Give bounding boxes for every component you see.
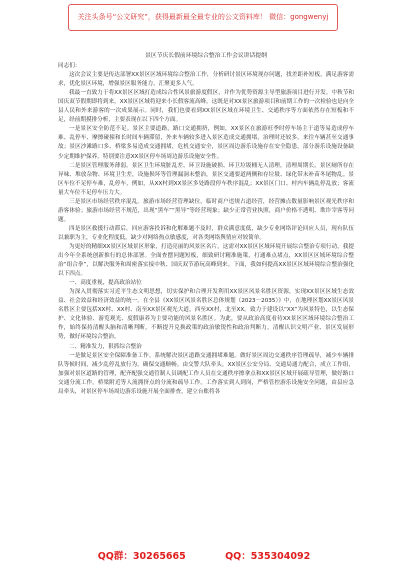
greeting: 同志们：: [58, 63, 81, 70]
section-heading: 二、精准发力，狠抓综合整治: [69, 343, 142, 350]
qq-contact: QQ：535304092: [225, 551, 311, 562]
paragraph: 为深入贯彻落实习近平生态文明思想，切实保护和合理开发利用XX景区风景名胜区资源，实现XX景区区域生态效益、社会效益和经济效益的统一。在全县《XX景区风景名胜区总体规划（2023－2035）》中，在地理区划XX景区风景名胜区主要包括XX村、XX村、南至XX景区观光大道，西至XX村，北至XX。致力于建设以“XX”为风景特色，以生态保护、文化体验、游览观光、度假康养为主要功能的风景名胜区。为此，要从政治高度看待XX景区区域环境综合整治工作，始终保持清醒头脑和清晰判断，不断提升兑换政策的政治敏锐性和政治判断力，清醒认识文明产业、景区发展形势，做好环境综合整治。: [58, 289, 354, 341]
qq-group: QQ群：30265665: [97, 551, 186, 562]
document-body: [58, 52, 354, 397]
contact-footer: [0, 548, 408, 562]
paragraph: 一是做足景区安全保障准备工作。系统解决景区道路交通拥堵难题。做好景区周边交通秩序管理疏导，减少车辆排队等候时间，减少乱停乱放行为，确保交通顺畅。由交警大队牵头，XX景区公安分局、交通局通力配合，成立工作组，加强对景区道路的管理，配齐配强交通管制人员调配工作人员在交通秩序擦拿点和XX景区区域开展疏导管理，做好路口交通分流工作，桥梁附近等人流拥挤点的分流和疏导工作。工作落实到人到岗，严格管控游乐设施安全问题，由县应急局牵头，对景区停车场周边游乐设施开展全面排查，建立台账将各: [58, 352, 354, 395]
paragraph: 四是景区救援行动滞后，回应游客投诉和化解难题不及时，群众满意度低，缺少专业网络评论回应人员，现有队伍以兼职为主，专业化程度低，缺少对网络热点敏感度，对各类网络舆情应对较简单。: [58, 225, 354, 241]
paragraph: 一是景区安全防范不足。景区主要道路，路口交通拥挤，例如，XX景区在旅游旺季时停车场主干道等易造成停车难、乱停车、摩擦碰撞和长时间车辆滞留，外来车辆较多进入景区造成交通拥堵，治理时还较多，来往车辆甚至交通事故；景区沙滩路口多、桥梁多易造成交通拥堵，危机交通安全，景区周边游乐设施存在安全隐患，部分游乐设施设备缺少定期维护保养，特别要注意XX景区停车场周边游乐设施安全性。: [58, 126, 354, 160]
paragraph: 为更好的精细XX景区区域景区形象，打造亮丽的风景区名片，这需对XX景区区域环境开展综合整治专项行动，我提出今年全系统创新推行的总体部署。全面查摆问题短板，细致研讨精准施策，打通难点堵点，XX景区区域环境综合整治“组合拳”，以解决服务和周密落实接中秋、国庆双节游玩高峰到来。下面，我如何提高XX景区区域环境综合整治强化以下四点。: [58, 243, 354, 278]
paragraph: 二是景区管理服务薄弱。景区卫生环境脏乱差、环卫设施破损、环卫垃圾桶无人清理，清理周期长，景区厕所存在异味、堆放杂物、环境卫生差，设施损坏等管理漏洞未整治，景区交通要道两侧和存垃圾、绿化带未补苗冬尾物乱。景区车位不足停车难，乱停车，例如，从XX村到XX景区多处路段停车秩序混乱；XX景区门口、村内车辆乱停乱放；客流量大车位不足停车压力大。: [58, 162, 354, 196]
promo-banner: [68, 4, 338, 31]
paragraph: 这次会议主要是传达部署XX景区区域环境综合整治工作，分析研讨景区环境现存问题，找差距补短板，满足游客需求，优化景区环境，增强景区服务能力，汇聚更多人气。: [58, 72, 354, 88]
section-heading: 一、高度重视，提高政治站位: [69, 280, 142, 287]
paragraph: 我最一直致力于将XX景区区域打造成综合性风景旅游度假区，并作为优势资源主导型旅游项目进行开发。中秋节和国庆双节假期即将到来，XX景区区域将迎来小长假客流高峰。这既是对XX景区旅游项目和前期工作的一次检验也是向全县人民和外来游客的一次成果展示。同时，我们也要看到XX景区区域在环境卫生、交通秩序等方面依然存在短板和不足，经前期摸排分析，主要表现在以下四个方面。: [58, 90, 354, 124]
promo-banner-text: 关注头条号“公文研究”，获得最新最全最专业的公文资料库！ 微信：gongwenyj: [77, 13, 329, 22]
document-title: 景区节庆长假前环境综合整治工作会议讲话提纲: [145, 53, 267, 59]
paragraph: 三是景区市场经营秩序混乱。旅游市场经营管理缺位，临时商户违规占道经营，经营摊点数量影响景区观光秩序和游客体验；旅游市场经营不规范，出现“黑车”“黑导”等经营现象；缺少正常营业执照，商户价格不透明、欺诈宰客等问题。: [58, 198, 354, 223]
